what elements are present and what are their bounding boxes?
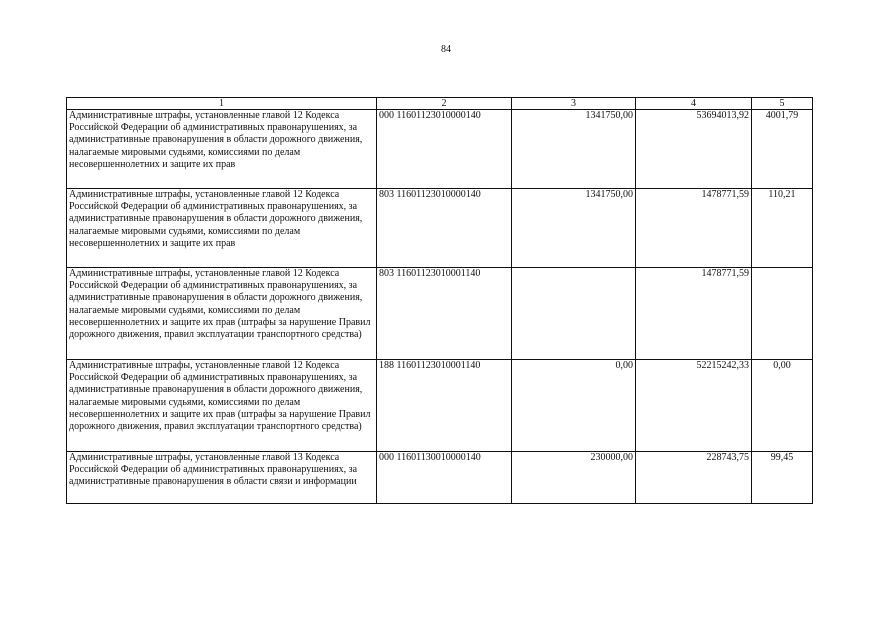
row-description: Административные штрафы, установленные главой 13 Кодекса Российской Федерации об административных правонарушениях, за административные правонарушения в области связи и информации [67,452,377,504]
row-value-col4: 53694013,92 [636,110,752,189]
header-col-3: 3 [512,98,636,110]
header-col-2: 2 [377,98,512,110]
report-table [66,97,813,504]
table-row [67,360,813,452]
row-value-col5: 0,00 [752,360,813,452]
row-code: 803 11601123010001140 [377,268,512,360]
header-row [67,98,813,110]
header-col-4: 4 [636,98,752,110]
header-col-1: 1 [67,98,377,110]
row-description: Административные штрафы, установленные главой 12 Кодекса Российской Федерации об административных правонарушениях, за административные правонарушения в области дорожного движения, налагаемые мировыми судьями, комиссиями по делам несовершеннолетних и защите их прав (штрафы за нарушение Правил дорожного движения, правил эксплуатации транспортного средства) [67,268,377,360]
row-value-col4: 1478771,59 [636,268,752,360]
row-value-col5: 4001,79 [752,110,813,189]
row-value-col4: 1478771,59 [636,189,752,268]
row-value-col4: 228743,75 [636,452,752,504]
table-row [67,110,813,189]
row-value-col5: 99,45 [752,452,813,504]
row-value-col3: 0,00 [512,360,636,452]
page-number: 84 [441,44,451,55]
row-value-col5 [752,268,813,360]
row-description: Административные штрафы, установленные главой 12 Кодекса Российской Федерации об административных правонарушениях, за административные правонарушения в области дорожного движения, налагаемые мировыми судьями, комиссиями по делам несовершеннолетних и защите их прав [67,189,377,268]
header-col-5: 5 [752,98,813,110]
row-value-col3 [512,268,636,360]
table-row [67,189,813,268]
table-row [67,268,813,360]
row-code: 803 11601123010000140 [377,189,512,268]
table-row [67,452,813,504]
row-description: Административные штрафы, установленные главой 12 Кодекса Российской Федерации об административных правонарушениях, за административные правонарушения в области дорожного движения, налагаемые мировыми судьями, комиссиями по делам несовершеннолетних и защите их прав [67,110,377,189]
row-value-col3: 1341750,00 [512,110,636,189]
row-code: 188 11601123010001140 [377,360,512,452]
row-value-col4: 52215242,33 [636,360,752,452]
row-value-col5: 110,21 [752,189,813,268]
row-code: 000 11601123010000140 [377,110,512,189]
row-code: 000 11601130010000140 [377,452,512,504]
row-value-col3: 230000,00 [512,452,636,504]
row-description: Административные штрафы, установленные главой 12 Кодекса Российской Федерации об административных правонарушениях, за административные правонарушения в области дорожного движения, налагаемые мировыми судьями, комиссиями по делам несовершеннолетних и защите их прав (штрафы за нарушение Правил дорожного движения, правил эксплуатации транспортного средства) [67,360,377,452]
row-value-col3: 1341750,00 [512,189,636,268]
